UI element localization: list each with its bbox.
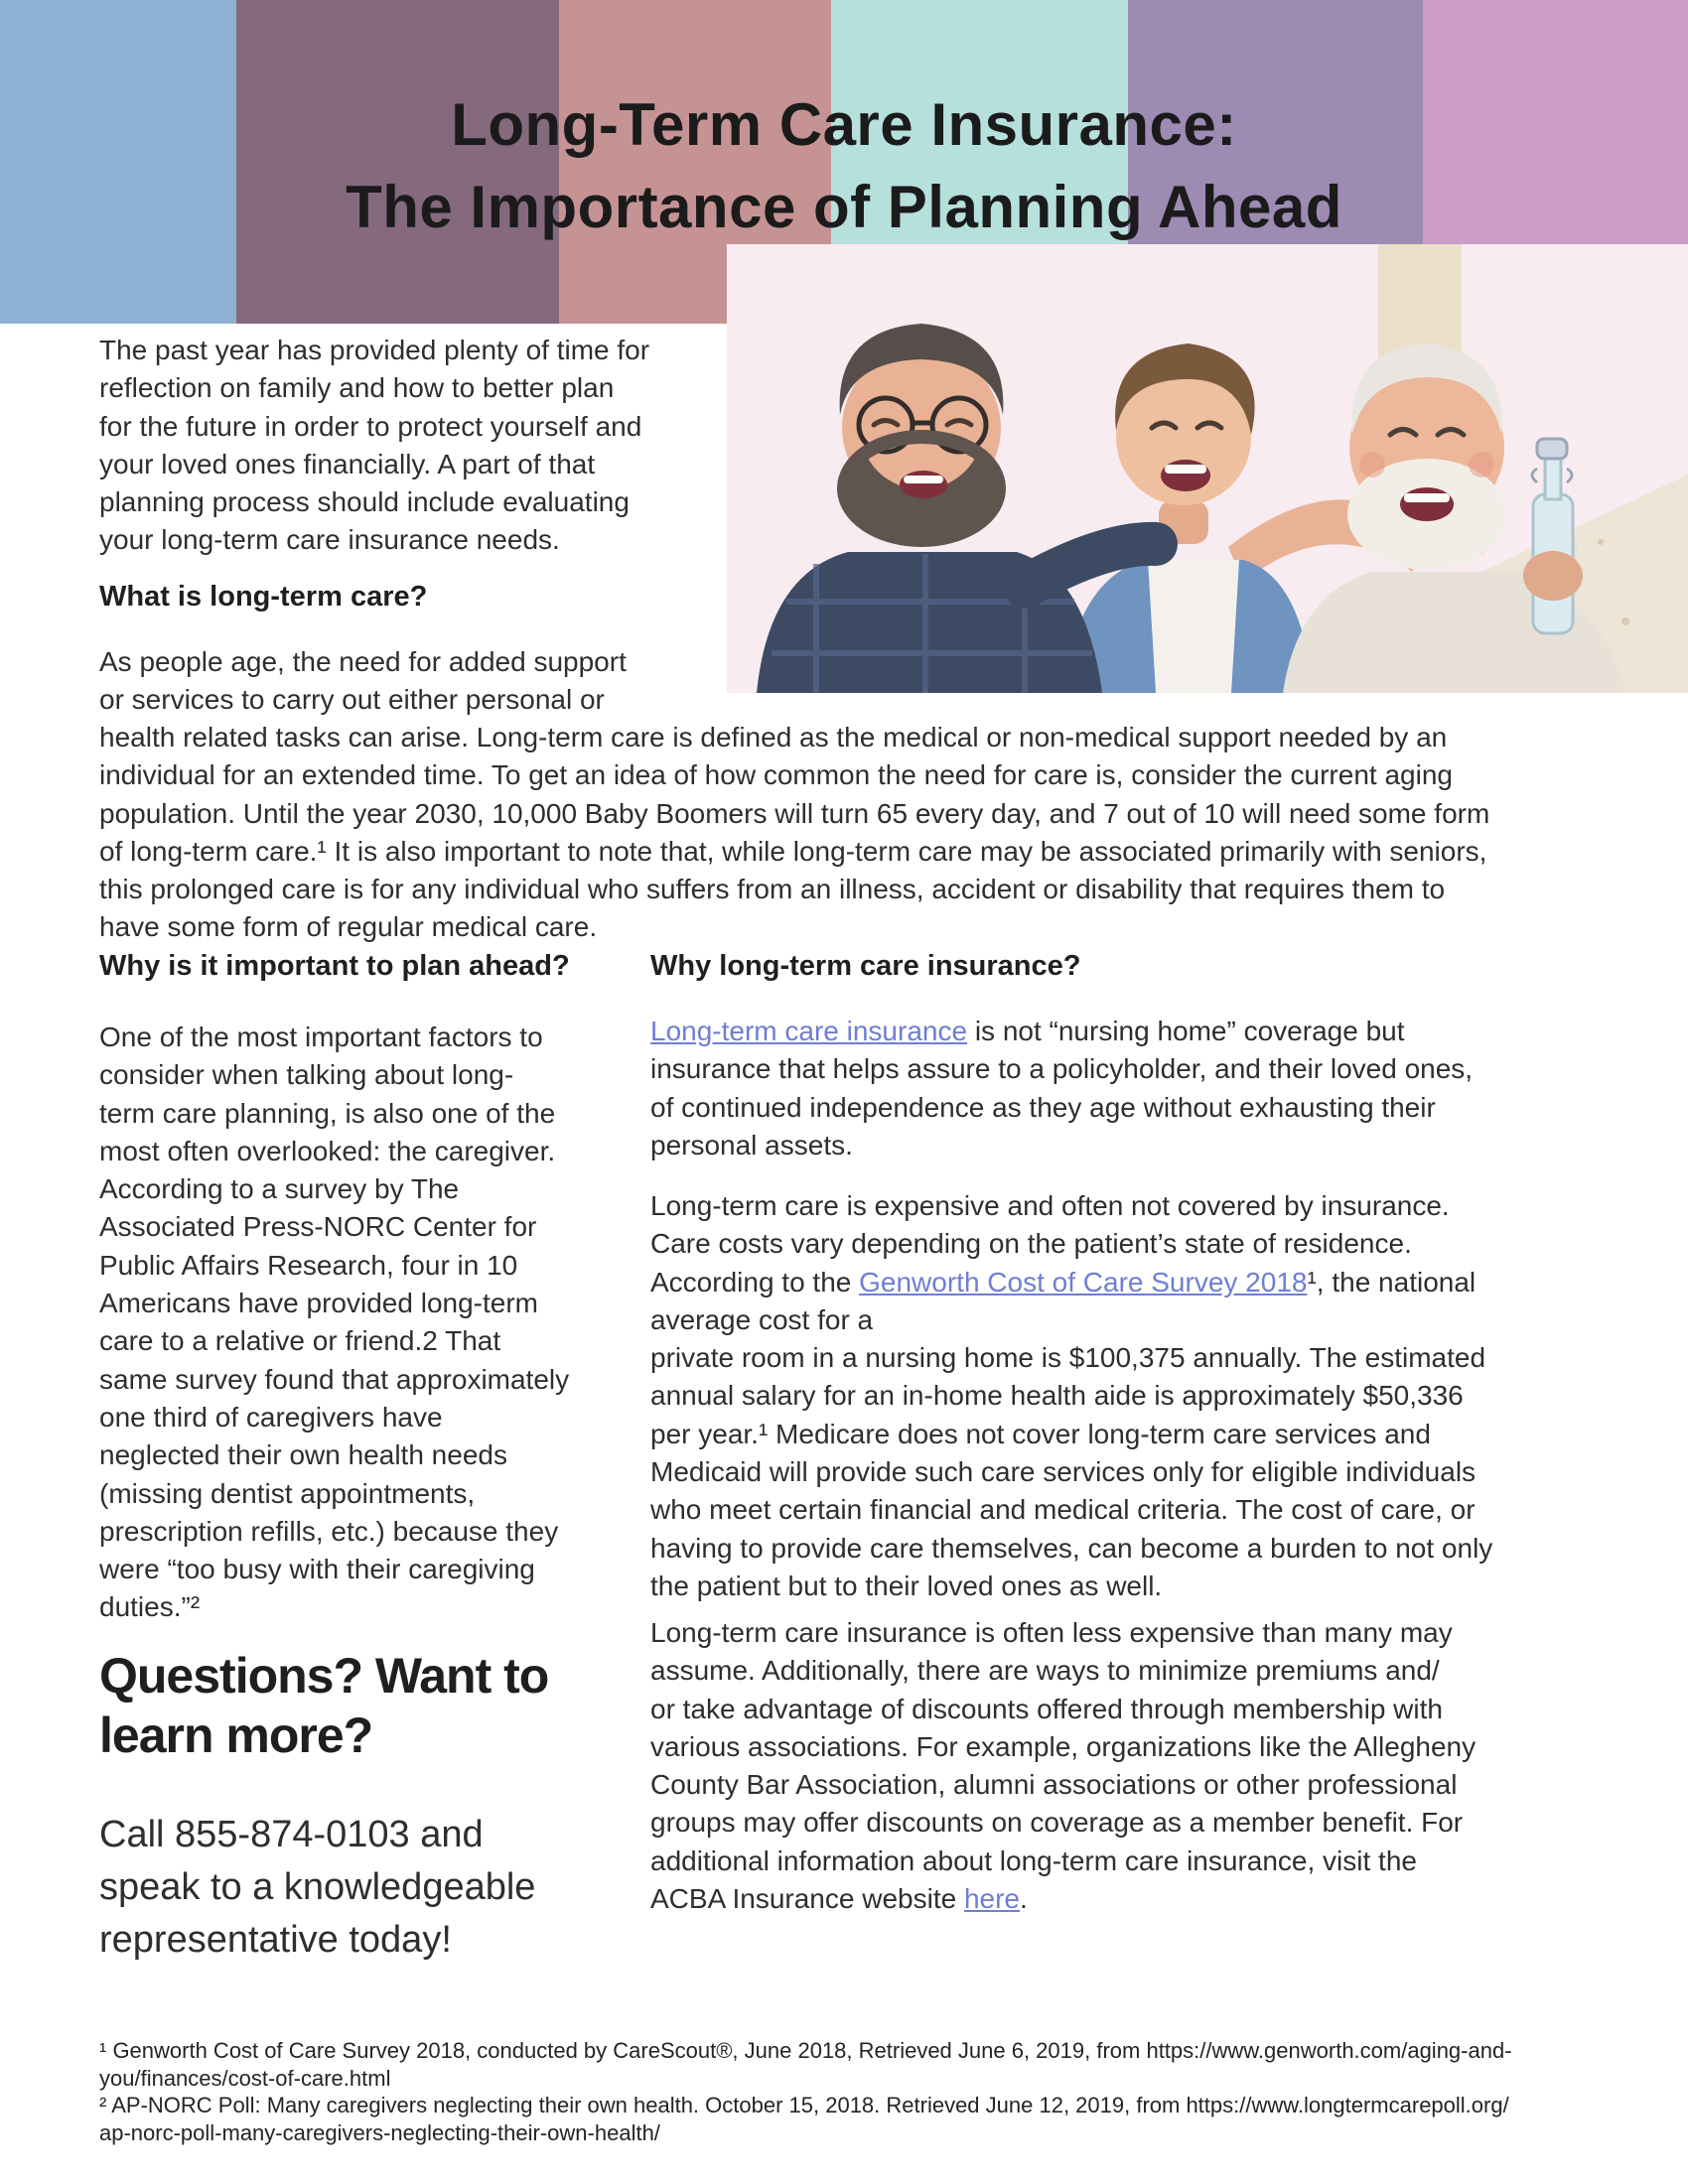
three-generations-family-photo bbox=[727, 244, 1688, 693]
insurance-paragraph-3-text-a: Long-term care insurance is often less expensive than many may assume. Additionally, there are ways to minimize premiums and/ or take advantage of discounts offered through membership with various associations. For example, organizations like the Allegheny County Bar Association, alumni associations or other professional groups may offer discounts on coverage as a member benefit. For additional information about long-term care insurance, visit the ACBA Insurance website bbox=[650, 1617, 1477, 1915]
insurance-paragraph-3-text-b: . bbox=[1020, 1883, 1028, 1915]
insurance-paragraph-2-text-b: ¹, the national average cost for a private room in a nursing home is $100,375 annually. The estimated annual salary for an in-home health aide is approximately $50,336 per year.¹ Medicare does not cover long-term care services and Medicaid will provide such care services only for eligible individuals who meet certain financial and medical criteria. The cost of care, or having to provide care themselves, can become a burden to not only the patient but to their loved ones as well. bbox=[650, 1266, 1493, 1601]
intro-paragraph: The past year has provided plenty of time for reflection on family and how to better plan for the future in order to protect yourself and your loved ones financially. A part of that planning process should include evaluating your long-term care insurance needs. bbox=[99, 335, 650, 556]
what-lead-paragraph: As people age, the need for added support or services to carry out either personal or bbox=[99, 646, 627, 716]
footnote-genworth: ¹ Genworth Cost of Care Survey 2018, conducted by CareScout®, June 2018, Retrieved June 6, 2019, from https://www.genworth.com/aging-and- you/finances/cost-of-care.html bbox=[99, 2038, 1512, 2091]
insurance-paragraph-2 bbox=[650, 1187, 1492, 1605]
what-body-paragraph: health related tasks can arise. Long-term care is defined as the medical or non-medical support needed by an individual for an extended time. To get an idea of how common the need for care is, consider the current aging population. Until the year 2030, 10,000 Baby Boomers will turn 65 every day, and 7 out of 10 will need some form of long-term care.¹ It is also important to note that, while long-term care may be associated primarily with seniors, this prolonged care is for any individual who suffers from an illness, accident or disability that requires them to have some form of regular medical care. bbox=[99, 722, 1490, 943]
family-photo-illustration bbox=[727, 244, 1688, 693]
footnote-ap-norc: ² AP-NORC Poll: Many caregivers neglecting their own health. October 15, 2018. Retrieved June 12, 2019, from https://www.longtermcarepoll.org/ ap-norc-poll-many-caregivers-neglecting-their-own-health/ bbox=[99, 2093, 1509, 2145]
heading-what-is-long-term-care: What is long-term care? bbox=[99, 581, 428, 613]
plan-ahead-paragraph: One of the most important factors to consider when talking about long- term care planning, is also one of the most often overlooked: the caregiver. According to a survey by The Associated Press-NORC Center for Public Affairs Research, four in 10 Americans have provided long-term care to a relative or friend.2 That same survey found that approximately one third of caregivers have neglected their own health needs (missing dentist appointments, prescription refills, etc.) because they were “too busy with their caregiving duties.”² bbox=[99, 1022, 570, 1623]
long-term-care-insurance-link[interactable]: Long-term care insurance bbox=[650, 1016, 968, 1046]
acba-here-link[interactable]: here bbox=[963, 1883, 1020, 1915]
page-title: Long-Term Care Insurance: The Importance of Planning Ahead bbox=[346, 91, 1342, 240]
insurance-paragraph-1-text: is not “nursing home” coverage but insurance that helps assure to a policyholder, and their loved ones, of continued independence as they age without exhausting their personal assets. bbox=[650, 1016, 1474, 1160]
insurance-paragraph-1 bbox=[650, 1013, 1473, 1164]
call-to-action-text: Call 855-874-0103 and speak to a knowledgeable representative today! bbox=[99, 1814, 536, 1961]
heading-why-ltc-insurance: Why long-term care insurance? bbox=[650, 950, 1081, 982]
insurance-paragraph-3 bbox=[650, 1614, 1476, 1918]
insurance-paragraph-2-text-a: Long-term care is expensive and often not covered by insurance. Care costs vary depending on the patient’s state of residence. According to the bbox=[650, 1190, 1450, 1297]
genworth-survey-link[interactable]: Genworth Cost of Care Survey 2018 bbox=[859, 1266, 1308, 1297]
heading-why-plan-ahead: Why is it important to plan ahead? bbox=[99, 950, 570, 982]
heading-questions-learn-more: Questions? Want to learn more? bbox=[99, 1648, 549, 1763]
